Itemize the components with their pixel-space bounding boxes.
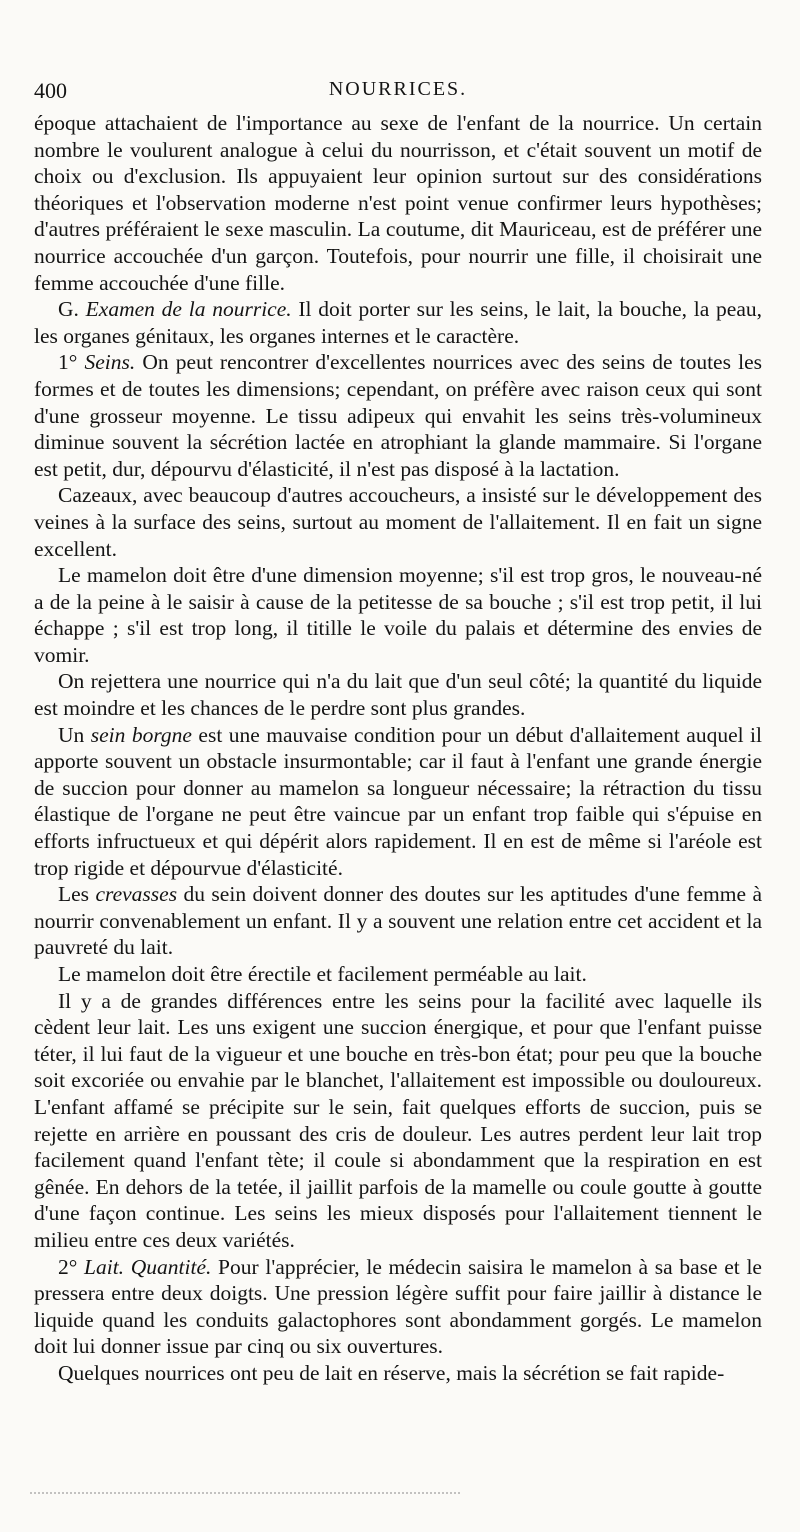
section-heading: Lait. Quantité.: [84, 1254, 212, 1279]
emphasis: crevasses: [95, 882, 178, 907]
paragraph: Le mamelon doit être d'une dimension moyenne; s'il est trop gros, le nouveau-né a de la peine à le saisir à cause de la petitesse de sa bouche ; s'il est trop petit, il lui échappe ; s'il est trop long, il titille le voile du palais et détermine des envies de vomir.: [34, 563, 762, 667]
paragraph: Un sein borgne est une mauvaise condition pour un début d'allaitement auquel il apporte souvent un obstacle insurmontable; car il faut à l'enfant une grande énergie de succion pour donner au mamelon sa longueur nécessaire; la rétraction du tissu élastique de l'organe ne peut être vaincue par un enfant trop faible qui s'épuise en efforts infructueux et qui dépérit alors rapidement. Il en est de même si l'aréole est trop rigide et dépourvue d'élasticité.: [34, 722, 763, 880]
page-body: [34, 110, 762, 1387]
paragraph: Quelques nourrices ont peu de lait en réserve, mais la sécrétion se fait rapide-: [58, 1360, 725, 1385]
paragraph: 1° Seins. On peut rencontrer d'excellentes nourrices avec des seins de toutes les formes et de toutes les dimensions; cependant, on préfère avec raison ceux qui sont d'une grosseur moyenne. Le tissu adipeux qui envahit les seins très-volumineux diminue souvent la sécrétion lactée en atrophiant la glande mammaire. Si l'organe est petit, dur, dépourvu d'élasticité, il n'est pas disposé à la lactation.: [34, 350, 762, 481]
scan-artifact-dots: [30, 1492, 460, 1498]
page-number: 400: [34, 78, 67, 103]
page-header: [34, 78, 762, 108]
paragraph: G. Examen de la nourrice. Il doit porter sur les seins, le lait, la bouche, la peau, les organes génitaux, les organes internes et le caractère.: [34, 297, 763, 348]
paragraph: 2° Lait. Quantité. Pour l'apprécier, le médecin saisira le mamelon à sa base et le pressera entre deux doigts. Une pression légère suffit pour faire jaillir à distance le liquide quand les conduits galactophores sont abondamment gorgés. Le mamelon doit lui donner issue par cinq ou six ouvertures.: [34, 1254, 762, 1359]
paragraph: Cazeaux, avec beaucoup d'autres accoucheurs, a insisté sur le développement des veines à la surface des seins, surtout au moment de l'allaitement. Il en fait un signe excellent.: [34, 483, 762, 561]
section-heading: Seins.: [84, 350, 136, 375]
paragraph: Les crevasses du sein doivent donner des doutes sur les aptitudes d'une femme à nourrir convenablement un enfant. Il y a souvent une relation entre cet accident et la pauvreté du lait.: [34, 882, 762, 960]
emphasis: sein borgne: [90, 722, 192, 747]
section-heading: Examen de la nourrice.: [85, 297, 292, 322]
paragraph: On rejettera une nourrice qui n'a du lait que d'un seul côté; la quantité du liquide est moindre et les chances de le perdre sont plus grandes.: [34, 669, 762, 721]
paragraph: époque attachaient de l'importance au sexe de l'enfant de la nourrice. Un certain nombre le voulurent analogue à celui du nourrisson, et c'était souvent un motif de choix ou d'exclusion. Ils appuyaient leur opinion surtout sur des considérations théoriques et l'observation moderne n'est point venue confirmer leurs hypothèses; d'autres préféraient le sexe masculin. La coutume, dit Mauriceau, est de préférer une nourrice accouchée d'un garçon. Toutefois, pour nourrir une fille, il choisirait une femme accouchée d'une fille.: [34, 111, 762, 295]
paragraph: Le mamelon doit être érectile et facilement perméable au lait.: [58, 962, 587, 986]
running-title: NOURRICES.: [328, 78, 468, 100]
paragraph: Il y a de grandes différences entre les seins pour la facilité avec laquelle ils cèdent leur lait. Les uns exigent une succion énergique, et pour que l'enfant puisse téter, il lui faut de la vigueur et une bouche en très-bon état; pour peu que la bouche soit excoriée ou envahie par le blanchet, l'allaitement est impossible ou douloureux. L'enfant affamé se précipite sur le sein, fait quelques efforts de succion, puis se rejette en arrière en poussant des cris de douleur. Les autres perdent leur lait trop facilement quand l'enfant tète; il coule si abondamment que la respiration en est gênée. En dehors de la tetée, il jaillit parfois de la mamelle ou coule goutte à goutte d'une façon continue. Les seins les mieux disposés pour l'allaitement tiennent le milieu entre ces deux variétés.: [34, 988, 762, 1252]
